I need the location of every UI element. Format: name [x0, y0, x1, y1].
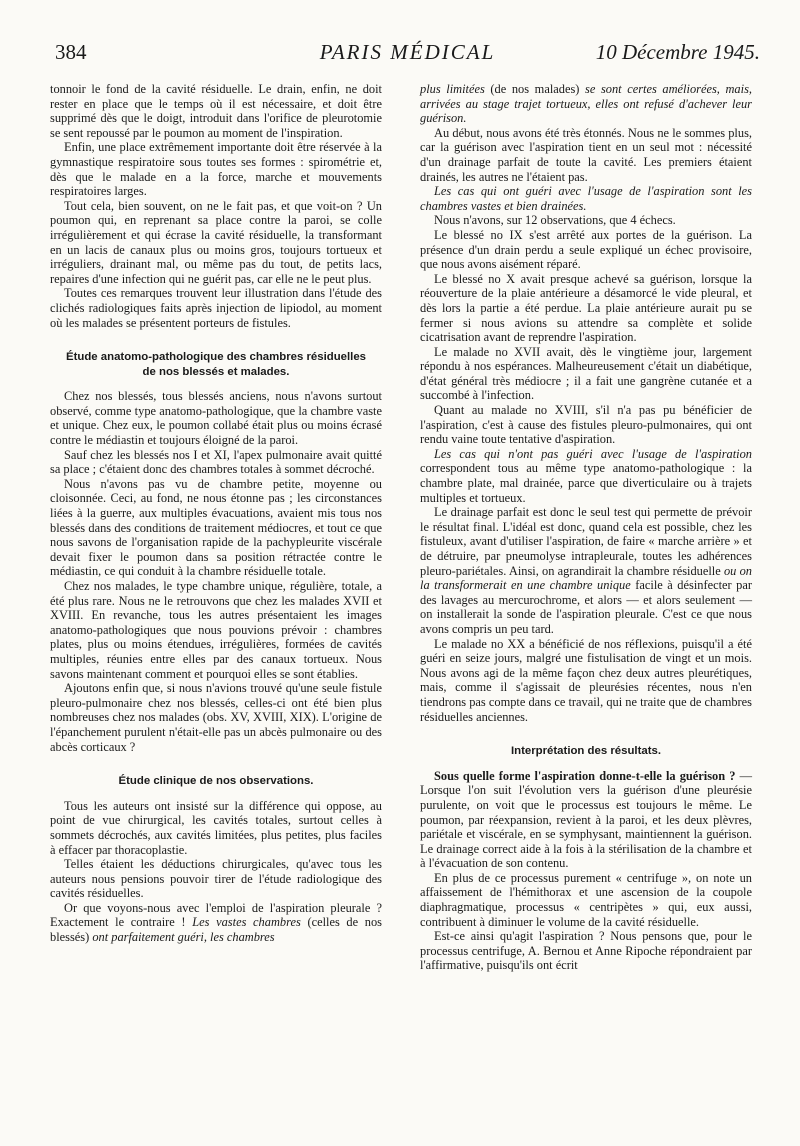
text-run: (de nos malades) — [484, 82, 586, 96]
text-run: facile à désinfecter par des lavages au mercurochrome, et alors — et alors seulement — on installerait la sonde de l'aspiration pleurale. C'est ce que nous avons compris un peu tard. — [420, 578, 752, 636]
paragraph — [420, 184, 752, 213]
page-number: 384 — [55, 40, 87, 64]
italic-text: ou on la transformerait en une chambre unique — [420, 563, 752, 593]
section-heading: Étude clinique de nos observations. — [118, 775, 314, 788]
paragraph — [420, 447, 752, 505]
paragraph: Le malade no XX a bénéficié de nos réflexions, puisqu'il a été guéri en seize jours, malgré une fistulisation de vingt et un mois. Nous avons agi de la même façon chez deux autres pleurétiques, mais, comme il s'agissait de pleurésies récentes, nous n'en tiendrons pas compte dans ce travail, qui ne traite que de chambres résiduelles anciennes. — [420, 636, 752, 724]
paragraph: Telles étaient les déductions chirurgicales, qu'avec tous les auteurs nous pensions pouvoir tirer de l'étude radiologique des cavités résiduelles. — [50, 857, 382, 901]
paragraph: Chez nos blessés, tous blessés anciens, nous n'avons surtout observé, comme type anatomo-pathologique, que la chambre vaste et unique. Chez eux, le poumon collabé était plus ou moins écrasé contre le médiastin et toujours éloigné de la paroi. — [50, 389, 382, 448]
paragraph — [420, 82, 752, 126]
text-run: Le drainage parfait est donc le seul test qui permette de prévoir le résultat final. L'idéal est donc, quand cela est possible, chez les fistuleux, avant d'utiliser l'aspiration, de faire « marche arrière » et de détruire, par pneumolyse intrapleurale, toutes les adhérences pleuro-pariétales. Ainsi, on agrandirait la chambre résiduelle — [420, 505, 752, 578]
paragraph: Nous n'avons, sur 12 observations, que 4 échecs. — [434, 213, 676, 228]
paragraph — [420, 505, 752, 636]
paragraph: Toutes ces remarques trouvent leur illustration dans l'étude des clichés radiologiques faits après injection de lipiodol, au moment où les malades se présentent porteurs de fistules. — [50, 286, 382, 330]
paragraph: Est-ce ainsi qu'agit l'aspiration ? Nous pensons que, pour le processus centrifuge, A. Bernou et Anne Ripoche répondraient par l'affirmative, puisqu'ils ont écrit — [420, 929, 752, 973]
right-column — [420, 82, 752, 973]
paragraph: Le malade no XVII avait, dès le vingtième jour, largement répondu à nos espérances. Malheureusement c'était un diabétique, d'état général très médiocre ; il a fait une gangrène cutanée et a succombé à l'infection. — [420, 344, 752, 403]
paragraph: Nous n'avons pas vu de chambre petite, moyenne ou cloisonnée. Ceci, au fond, ne nous étonne pas ; les circonstances liées à la guerre, aux multiples évacuations, avaient mis tous nos blessés dans des conditions de traitement médiocres, et tout ce que nous savons de l'organisation rapide de la pachypleurite viscérale devait fixer le poumon dans sa position rétractée contre le médiastin, ce qui conduit à la chambre résiduelle totale. — [50, 476, 382, 579]
paragraph: Quant au malade no XVIII, s'il n'a pas pu bénéficier de l'aspiration, c'est à cause des fistules pleuro-pulmonaires, qui ont rendu vaine toute tentative d'aspiration. — [420, 403, 752, 447]
page-header — [55, 40, 760, 70]
italic-text: ont parfaitement guéri, les chambres — [92, 930, 275, 945]
italic-text: Les cas qui n'ont pas guéri avec l'usage de l'aspiration — [434, 446, 752, 461]
paragraph: Ajoutons enfin que, si nous n'avions trouvé qu'une seule fistule pleuro-pulmonaire chez nos blessés, celles-ci ont été bien plus nombreuses chez nos malades (obs. XV, XVIII, XIX). L'origine de l'épanchement purulent n'était-elle pas un abcès pulmonaire ou des abcès corticaux ? — [50, 681, 382, 754]
italic-text: se sont certes améliorées, mais, arrivées au stage trajet tortueux, elles ont refusé d'achever leur guérison. — [420, 82, 752, 126]
paragraph: tonnoir le fond de la cavité résiduelle. Le drain, enfin, ne doit rester en place que le temps où il est nécessaire, et doit être supprimé dès que le doigt, introduit dans l'orifice de pleurotomie se sent repoussé par le poumon au moment de l'inspiration. — [50, 82, 382, 140]
issue-date: 10 Décembre 1945. — [595, 40, 760, 64]
text-run: — Lorsque l'on suit l'évolution vers la guérison d'une pleurésie purulente, on voit que le processus est toujours le même. Le poumon, par réexpansion, revient à la paroi, et les deux plèvres, pariétale et viscérale, en se symphysant, maintiennent la guérison. Le drainage correct aide à la fois à la stérilisation de la chambre et à l'évacuation de son contenu. — [420, 768, 752, 871]
paragraph — [420, 769, 752, 871]
text-run: correspondent tous au même type anatomo-pathologique : la chambre plate, mal drainée, parce que diverticulaire ou à trajets multiples et tortueux. — [420, 461, 752, 505]
paragraph: Chez nos malades, le type chambre unique, régulière, totale, a été plus rare. Nous ne le retrouvons que chez les malades XVII et XVIII. En revanche, tous les autres présentaient les images anatomo-pathologiques que nous pouvions prévoir : chambres plates, plus ou moins étendues, irrégulières, formées de cavités multiples, réunies entre elles par des canaux tortueux. Nous savons maintenant comment et pourquoi elles se sont établies. — [50, 579, 382, 681]
paragraph: Enfin, une place extrêmement importante doit être réservée à la gymnastique respiratoire sous toutes ses formes : spirométrie et, dès que le malade en a la force, marche et mouvements respiratoires larges. — [50, 140, 382, 199]
paragraph: En plus de ce processus purement « centrifuge », on note un affaissement de l'hémithorax et une ascension de la coupole diaphragmatique, processus « centripètes » qui, eux aussi, contribuent à diminuer le volume de la cavité résiduelle. — [420, 870, 752, 929]
journal-title: PARIS MÉDICAL — [319, 40, 496, 64]
paragraph: Le blessé no X avait presque achevé sa guérison, lorsque la réouverture de la plaie antérieure a désamorcé le vide pleural, et dès lors la partie a été perdue. La plaie antérieure aurait pu se fermer si nous avions su attendre sa complète et solide cicatrisation avant de reprendre l'aspiration. — [420, 271, 752, 345]
paragraph: Tout cela, bien souvent, on ne le fait pas, et que voit-on ? Un poumon qui, en reprenant sa place contre la paroi, se colle irrégulièrement et qui écrase la cavité résiduelle, la transformant en un lacis de canaux plus ou moins gros, toujours tortueux et irréguliers, drainant mal, ou même pas du tout, de petits lacs, repaires d'une infection qui ne guérit pas, car elle ne le peut plus. — [50, 198, 382, 286]
italic-text: Les cas qui ont guéri avec l'usage de l'aspiration sont les chambres vastes et bien drainées. — [420, 184, 752, 213]
left-column — [50, 82, 382, 945]
paragraph: Tous les auteurs ont insisté sur la différence qui oppose, au point de vue chirurgical, les cavités totales, surtout celles à sommets décrochés, aux cavités limitées, plus petites, plus faciles à effacer par thoracoplastie. — [50, 798, 382, 857]
text-run: (celles de nos blessés) — [50, 915, 383, 945]
section-heading: Étude anatomo-pathologique des chambres résiduelles de nos blessés et malades. — [65, 351, 367, 378]
section-heading: Interprétation des résultats. — [510, 745, 661, 758]
italic-text: Les vastes chambres — [192, 915, 301, 930]
paragraph: Sauf chez les blessés nos I et XI, l'apex pulmonaire avait quitté sa place ; c'étaient donc des chambres totales à sommet décroché. — [50, 447, 382, 477]
lead-question: Sous quelle forme l'aspiration donne-t-elle la guérison ? — [434, 768, 736, 783]
paragraph: Le blessé no IX s'est arrêté aux portes de la guérison. La présence d'un drain perdu a seule expliqué un échec provisoire, que nous avons aisément réparé. — [420, 227, 752, 272]
paragraph — [50, 901, 382, 945]
text-run: Or que voyons-nous avec l'emploi de l'aspiration pleurale ? Exactement le contraire ! — [50, 900, 382, 930]
italic-text: plus limitées — [420, 82, 485, 96]
paragraph: Au début, nous avons été très étonnés. Nous ne le sommes plus, car la guérison avec l'aspiration tient en un seul mot : nécessité d'un drainage parfait de toute la cavité. Les premiers étaient drainés, les autres ne l'étaient pas. — [420, 125, 752, 184]
